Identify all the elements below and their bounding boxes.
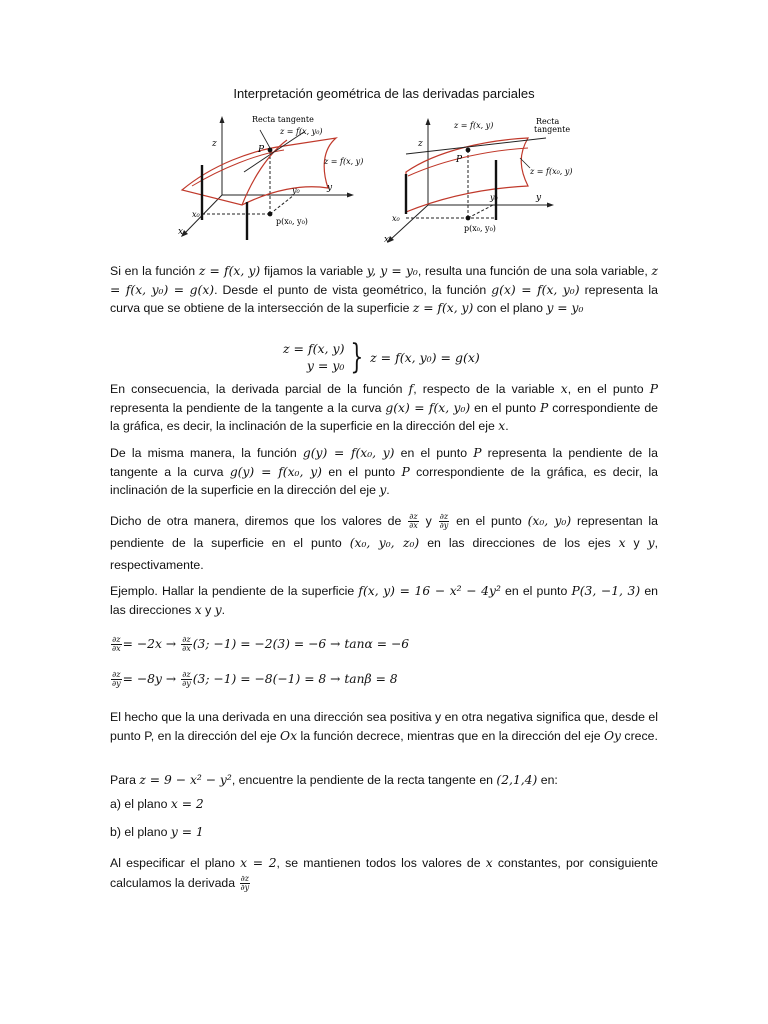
equation-system: z = f(x, y) y = y₀ } z = f(x, y₀) = g(x)	[283, 337, 480, 377]
point-p-label: p(x₀, y₀)	[464, 224, 496, 233]
y0-label: y₀	[292, 186, 300, 195]
partial-y-diagram	[378, 110, 578, 250]
system-row-2: y = y₀	[306, 358, 345, 373]
paragraph-definition: Si en la función z = f(x, y) fijamos la variable y, y = y₀, resulta una función de una sola variable, z = f(x, y₀) = g(x). Desde el punto de vista geométrico, la función g(x) = f(x, y₀) representa la curva que se obtiene de la intersección de la superficie z = f(x, y) con el plano y = y₀	[110, 264, 658, 315]
axis-y-label: y	[536, 193, 542, 203]
x0-label: x₀	[392, 214, 400, 223]
tangent-label: Recta tangente	[252, 115, 314, 124]
y0-label: y₀	[490, 193, 498, 202]
point-P-label: P	[456, 155, 463, 165]
axis-z-label: z	[212, 139, 217, 149]
surface-label: z = f(x, y)	[324, 157, 364, 166]
paragraph-plane-x: Al especificar el plano x = 2, se mantienen todos los valores de x constantes, por consiguiente calculamos la derivada $\frac{\partial z}{\partial y}$	[110, 856, 658, 893]
paragraph-exercise: Para z = 9 − x² − y², encuentre la pendiente de la recta tangente en (2,1,4) en:	[110, 773, 558, 787]
paragraph-partial-x: En consecuencia, la derivada parcial de la función f, respecto de la variable x, en el punto P representa la pendiente de la tangente a la curva g(x) = f(x, y₀) en el punto P correspondiente de la gráfica, es decir, la inclinación de la superficie en la dirección del eje x.	[110, 382, 659, 433]
paragraph-conclusion: El hecho que la una derivada en una dirección sea positiva y en otra negativa significa que, desde el punto P, en la dirección del eje Ox la función decrece, mientras que en la dirección del eje Oy crece.	[110, 710, 658, 743]
system-row-1: z = f(x, y)	[283, 341, 345, 356]
point-p-label: p(x₀, y₀)	[276, 217, 308, 226]
surface-label: z = f(x, y)	[454, 121, 494, 130]
tangent-label-1: Recta	[536, 117, 560, 126]
axis-z-label: z	[418, 139, 423, 149]
exercise-item-b: b) el plano y = 1	[110, 825, 204, 839]
system-rhs: z = f(x, y₀) = g(x)	[370, 349, 480, 365]
curve-label: z = f(x₀, y)	[530, 167, 573, 176]
paragraph-interpretation: Dicho de otra manera, diremos que los valores de $\frac{\partial z}{\partial x}$ y $\frac{\partial z}{\partial y}$ en el punto (x₀, y₀) representan la pendiente de la superficie en el punto (x₀, y₀, z₀) en las direcciones de los ejes x y y, respectivamente.	[110, 512, 659, 572]
partial-x-diagram	[172, 110, 372, 250]
point-P-label: P	[258, 145, 265, 155]
exercise-item-a: a) el plano x = 2	[110, 797, 204, 811]
axis-x-label: x	[178, 227, 184, 237]
paragraph-example: Ejemplo. Hallar la pendiente de la superficie f(x, y) = 16 − x² − 4y² en el punto P(3, −1, 3) en las direcciones x y y.	[110, 584, 659, 617]
figure-left	[172, 110, 372, 255]
figure-right	[378, 110, 578, 255]
x0-label: x₀	[192, 210, 200, 219]
axis-x-label: x	[384, 235, 390, 245]
axis-y-label: y	[327, 183, 333, 193]
paragraph-partial-y: De la misma manera, la función g(y) = f(x₀, y) en el punto P representa la pendiente de la tangente a la curva g(y) = f(x₀, y) en el punto P correspondiente de la gráfica, es decir, la inclinación de la superficie en la dirección del eje y.	[110, 446, 659, 497]
page-title: Interpretación geométrica de las derivadas parciales	[233, 86, 535, 101]
equation-dy: $\frac{\partial z}{\partial y}$ = −8y → $\frac{\partial z}{\partial y}$ (3; −1) = −8(−1) = 8 → tanβ = 8	[112, 670, 398, 688]
equation-dx: $\frac{\partial z}{\partial x}$ = −2x → $\frac{\partial z}{\partial x}$ (3; −1) = −2(3) = −6 → tanα = −6	[112, 635, 410, 653]
curve-label: z = f(x, y₀)	[280, 127, 323, 136]
tangent-label-2: tangente	[534, 125, 571, 134]
